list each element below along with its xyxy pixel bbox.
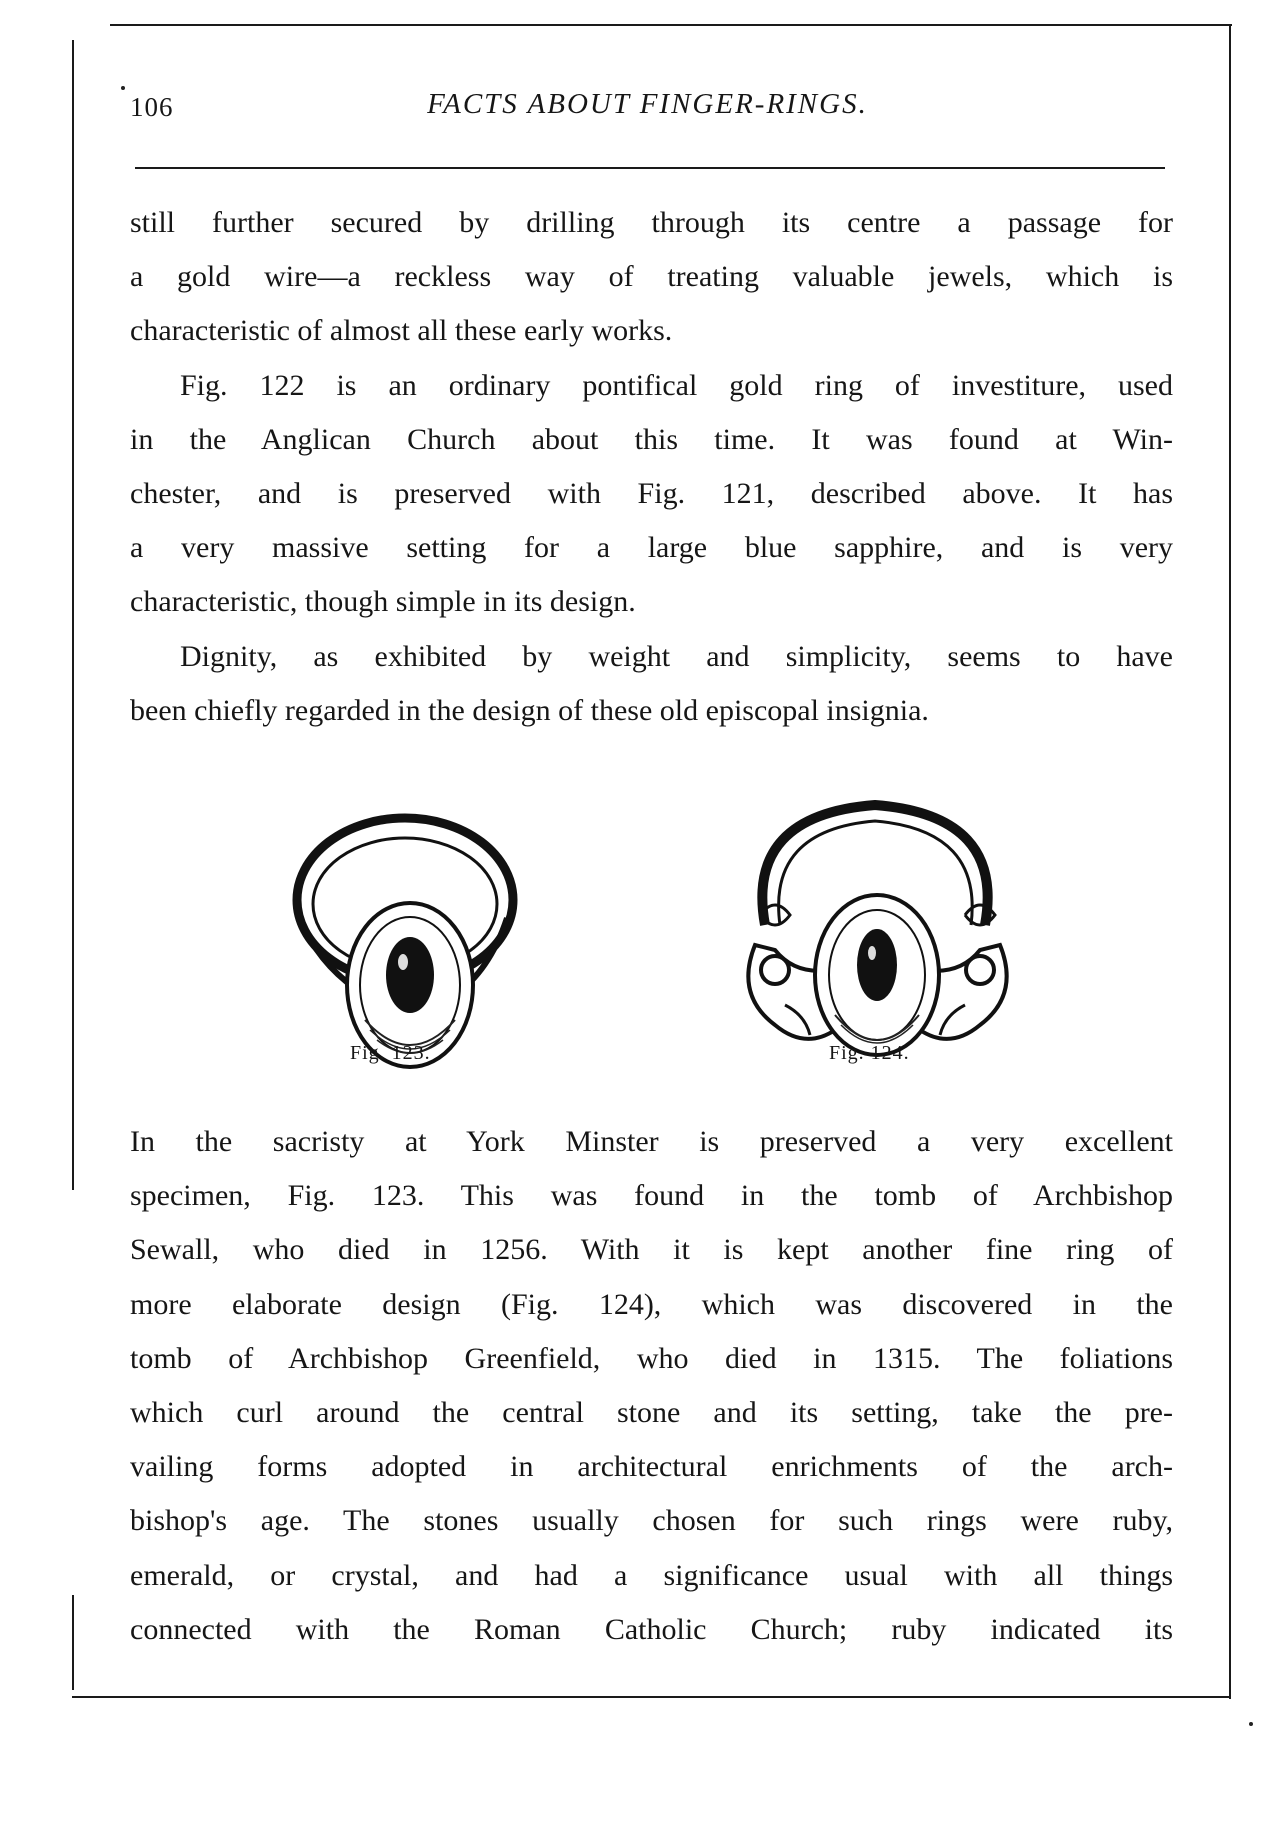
text-line: in the Anglican Church about this time. It was found at Win- [130, 422, 1173, 456]
print-speck [1249, 1722, 1253, 1726]
header-rule [135, 167, 1165, 169]
text-line: a gold wire—a reckless way of treating valuable jewels, which is [130, 260, 1173, 294]
text-line: characteristic of almost all these early works. [130, 314, 673, 348]
text-line: specimen, Fig. 123. This was found in the tomb of Archbishop [130, 1179, 1173, 1213]
text-line: chester, and is preserved with Fig. 121, described above. It has [130, 477, 1173, 511]
plain-oval-bezel-ring-icon [285, 800, 535, 1070]
foliated-bezel-ring-icon [735, 775, 1020, 1070]
text-line: Dignity, as exhibited by weight and simplicity, seems to have [180, 639, 1173, 673]
text-line: emerald, or crystal, and had a significance usual with all things [130, 1558, 1173, 1592]
text-line: more elaborate design (Fig. 124), which was discovered in the [130, 1287, 1173, 1321]
figure-caption: Fig. 123. [350, 1042, 431, 1064]
print-speck [121, 86, 125, 90]
running-title: FACTS ABOUT FINGER-RINGS. [427, 88, 868, 120]
figure-124 [735, 775, 1020, 1070]
page-frame-right-rule [1229, 24, 1231, 1699]
figure-123 [285, 800, 535, 1070]
page-frame-top-rule [110, 24, 1232, 26]
page-frame-bottom-rule [72, 1696, 1230, 1698]
page-number: 106 [130, 92, 174, 122]
text-line: Fig. 122 is an ordinary pontifical gold ring of investiture, used [180, 368, 1173, 402]
text-line: still further secured by drilling through its centre a passage for [130, 206, 1173, 239]
page-frame-left-rule-lower [72, 1595, 74, 1690]
text-line: vailing forms adopted in architectural enrichments of the arch- [130, 1450, 1173, 1484]
figure-caption: Fig. 124. [829, 1042, 910, 1064]
running-head [130, 88, 1165, 128]
text-line: been chiefly regarded in the design of these old episcopal insignia. [130, 693, 929, 727]
body-text-top [130, 196, 1173, 738]
text-line: In the sacristy at York Minster is preserved a very excellent [130, 1125, 1173, 1158]
page-frame-left-rule [72, 40, 74, 1190]
body-text-bottom [130, 1115, 1173, 1657]
text-line: Sewall, who died in 1256. With it is kept another fine ring of [130, 1233, 1173, 1267]
text-line: which curl around the central stone and its setting, take the pre- [130, 1396, 1173, 1430]
text-line: bishop's age. The stones usually chosen for such rings were ruby, [130, 1504, 1173, 1538]
text-line: characteristic, though simple in its design. [130, 585, 636, 619]
text-line: a very massive setting for a large blue sapphire, and is very [130, 531, 1173, 565]
text-line: tomb of Archbishop Greenfield, who died in 1315. The foliations [130, 1341, 1173, 1375]
text-line: connected with the Roman Catholic Church; ruby indicated its [130, 1612, 1173, 1646]
